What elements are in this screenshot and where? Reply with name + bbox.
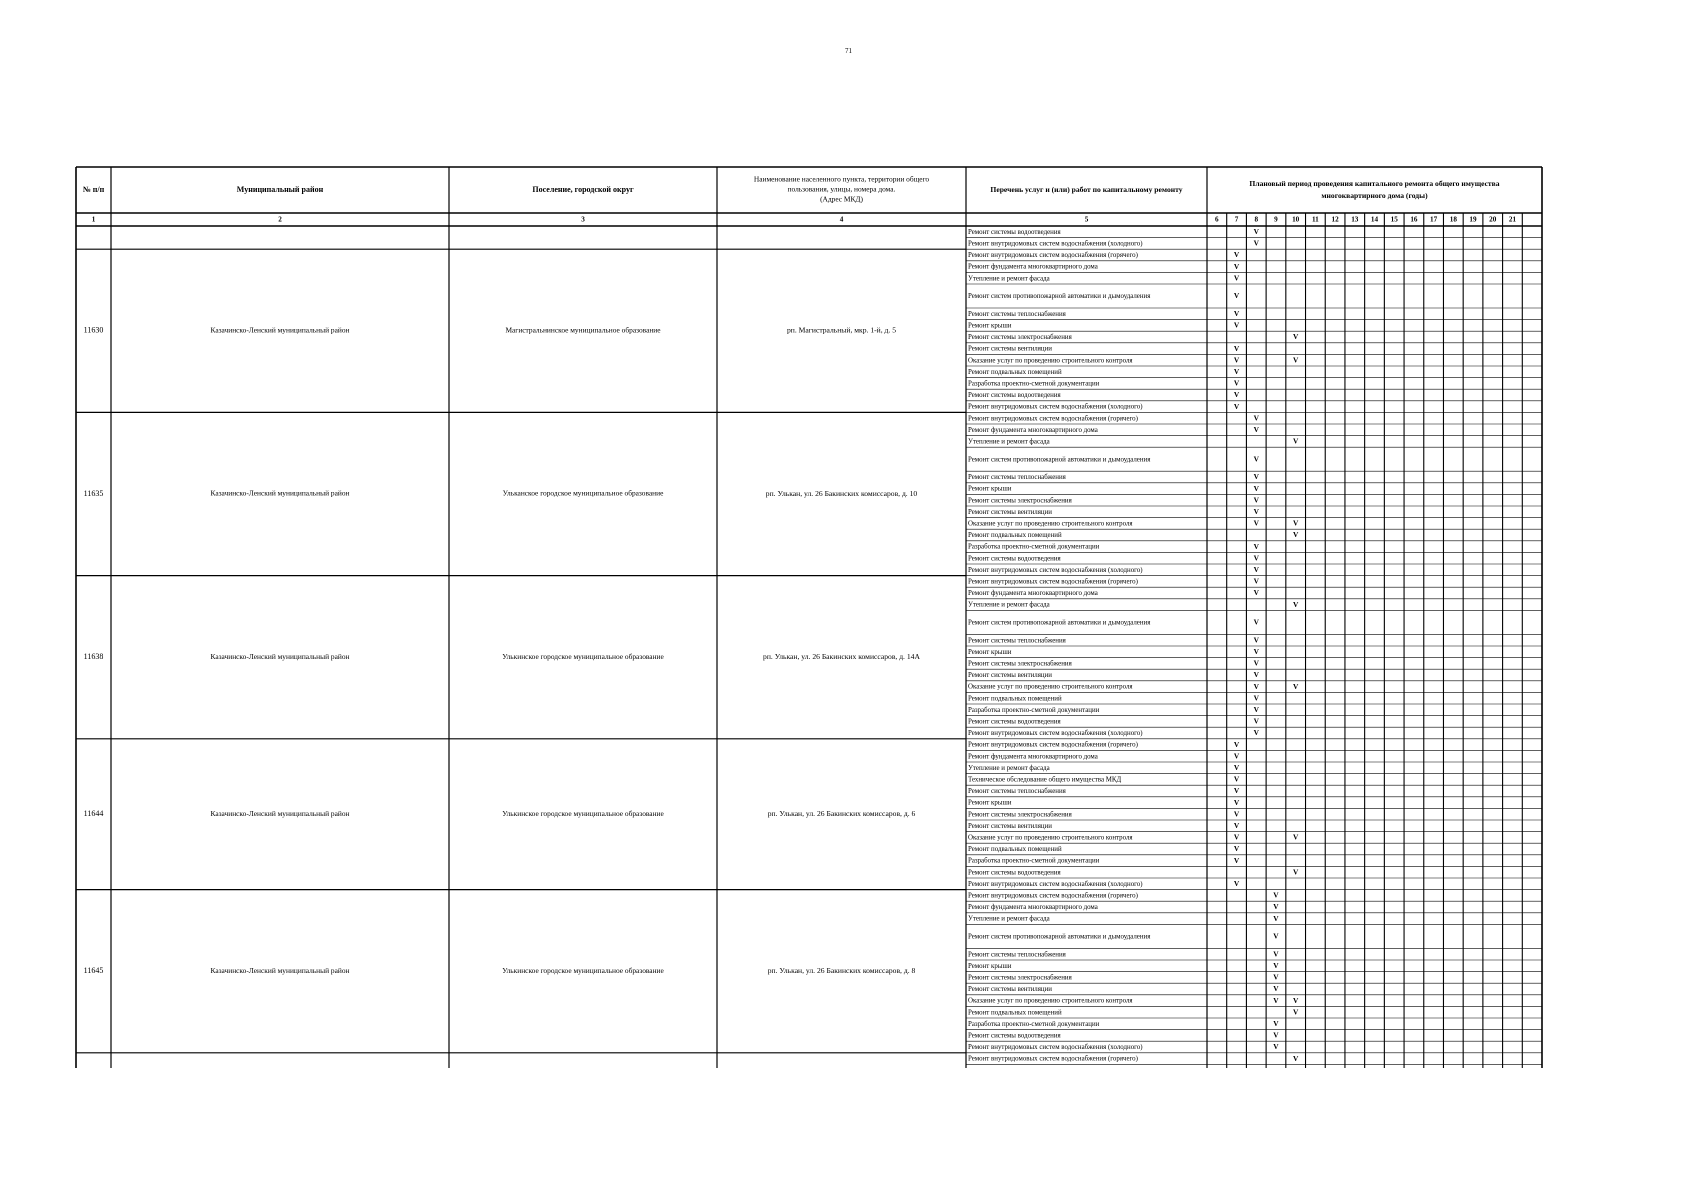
period-mark: V xyxy=(1273,931,1279,941)
period-mark: V xyxy=(1273,972,1279,982)
work-item: Разработка проектно-сметной документации xyxy=(968,543,1100,551)
group-district: Казачинско-Ленский муниципальный район xyxy=(210,965,350,975)
period-mark: V xyxy=(1233,401,1240,411)
period-mark: V xyxy=(1233,390,1240,400)
period-mark: V xyxy=(1233,343,1240,353)
period-mark: V xyxy=(1233,320,1240,330)
period-mark: V xyxy=(1253,553,1259,563)
period-mark: V xyxy=(1233,250,1240,260)
period-mark: V xyxy=(1293,599,1299,609)
work-item: Ремонт систем противопожарной автоматики и дымоудаления xyxy=(968,619,1151,627)
header-district: Муниципальный район xyxy=(236,184,324,194)
work-item: Оказание услуг по проведению строительного контроля xyxy=(968,520,1133,528)
work-item: Ремонт системы вентиляции xyxy=(968,822,1052,830)
group-settlement: Улькинское городское муниципальное образование xyxy=(502,651,664,661)
period-mark: V xyxy=(1293,518,1299,528)
work-item: Ремонт системы электроснабжения xyxy=(968,497,1072,505)
period-mark: V xyxy=(1293,355,1299,365)
column-number: 15 xyxy=(1390,215,1398,224)
work-item: Ремонт внутридомовых систем водоснабжения (горячего) xyxy=(968,741,1138,749)
group-district: Казачинско-Ленский муниципальный район xyxy=(210,808,350,818)
group-address: рп. Улькан, ул. 26 Бакинских комиссаров, д. 8 xyxy=(767,965,916,975)
period-mark: V xyxy=(1233,797,1240,807)
period-mark: V xyxy=(1273,949,1279,959)
period-mark: V xyxy=(1233,855,1240,865)
work-item: Ремонт крыши xyxy=(968,799,1012,807)
work-item: Техническое обследование общего имущества МКД xyxy=(968,776,1122,784)
period-mark: V xyxy=(1273,1019,1279,1029)
column-number: 6 xyxy=(1215,215,1219,224)
work-item: Оказание услуг по проведению строительного контроля xyxy=(968,834,1133,842)
column-number: 17 xyxy=(1430,215,1438,224)
column-number: 20 xyxy=(1489,215,1497,224)
work-item: Ремонт системы электроснабжения xyxy=(968,811,1072,819)
period-mark: V xyxy=(1233,832,1240,842)
group-address: рп. Улькан, ул. 26 Бакинских комиссаров, д. 10 xyxy=(765,488,918,498)
group-district: Казачинско-Ленский муниципальный район xyxy=(210,488,350,498)
work-item: Ремонт систем противопожарной автоматики и дымоудаления xyxy=(968,933,1151,941)
work-item: Ремонт фундамента многоквартирного дома xyxy=(968,590,1098,598)
work-item: Утепление и ремонт фасада xyxy=(968,438,1050,446)
period-mark: V xyxy=(1233,739,1240,749)
period-mark: V xyxy=(1233,809,1240,819)
period-mark: V xyxy=(1253,227,1259,237)
work-item: Разработка проектно-сметной документации xyxy=(968,380,1100,388)
work-item: Ремонт фундамента многоквартирного дома xyxy=(968,426,1098,434)
work-item: Ремонт подвальных помещений xyxy=(968,846,1062,854)
column-number: 11 xyxy=(1311,215,1319,224)
work-item: Ремонт внутридомовых систем водоснабжения (холодного) xyxy=(968,730,1143,738)
work-item: Ремонт системы водоотведения xyxy=(968,869,1061,877)
header-period-line: многоквартирного дома (годы) xyxy=(1321,190,1428,200)
period-mark: V xyxy=(1293,530,1299,540)
period-mark: V xyxy=(1253,588,1259,598)
work-item: Утепление и ремонт фасада xyxy=(968,764,1050,772)
work-item: Ремонт внутридомовых систем водоснабжения (холодного) xyxy=(968,1044,1143,1052)
work-item: Ремонт внутридомовых систем водоснабжения (холодного) xyxy=(968,240,1143,248)
group-number: 11645 xyxy=(83,966,104,976)
period-mark: V xyxy=(1233,355,1240,365)
group-settlement: Улькинское городское муниципальное образование xyxy=(502,965,664,975)
work-item: Ремонт системы теплоснабжения xyxy=(968,788,1066,796)
column-number: 5 xyxy=(1084,215,1089,224)
period-mark: V xyxy=(1273,961,1279,971)
period-mark: V xyxy=(1253,647,1259,657)
period-mark: V xyxy=(1253,472,1259,482)
group-number: 11630 xyxy=(83,325,104,335)
work-item: Ремонт системы водоотведения xyxy=(968,228,1061,236)
header-settlement: Поселение, городской округ xyxy=(532,184,634,194)
period-mark: V xyxy=(1233,786,1240,796)
period-mark: V xyxy=(1273,1042,1279,1052)
group-address: рп. Магистральный, мкр. 1-й, д. 5 xyxy=(787,325,896,335)
group-settlement: Магистральнинское муниципальное образование xyxy=(505,325,661,335)
period-mark: V xyxy=(1253,705,1259,715)
header-period-line: Плановый период проведения капитального ремонта общего имущества xyxy=(1249,178,1500,188)
column-number: 18 xyxy=(1449,215,1457,224)
header-address-line: Наименование населенного пункта, территории общего xyxy=(753,174,930,184)
work-item: Ремонт крыши xyxy=(968,962,1012,970)
period-mark: V xyxy=(1253,617,1259,627)
period-mark: V xyxy=(1233,844,1240,854)
period-mark: V xyxy=(1233,774,1240,784)
work-item: Ремонт крыши xyxy=(968,485,1012,493)
work-item: Утепление и ремонт фасада xyxy=(968,601,1050,609)
header-no: № п/п xyxy=(82,184,105,194)
period-mark: V xyxy=(1253,716,1259,726)
work-item: Разработка проектно-сметной документации xyxy=(968,857,1100,865)
group-address: рп. Улькан, ул. 26 Бакинских комиссаров, д. 14А xyxy=(763,651,920,661)
work-item: Разработка проектно-сметной документации xyxy=(968,706,1100,714)
period-mark: V xyxy=(1253,670,1259,680)
group-number: 11635 xyxy=(83,488,104,498)
work-item: Ремонт системы вентиляции xyxy=(968,986,1052,994)
period-mark: V xyxy=(1293,867,1299,877)
work-item: Ремонт крыши xyxy=(968,648,1012,656)
column-number: 4 xyxy=(839,215,844,224)
period-mark: V xyxy=(1253,238,1259,248)
work-item: Ремонт внутридомовых систем водоснабжения (горячего) xyxy=(968,578,1138,586)
column-number: 10 xyxy=(1292,215,1300,224)
period-mark: V xyxy=(1293,436,1299,446)
period-mark: V xyxy=(1233,751,1240,761)
period-mark: V xyxy=(1293,832,1299,842)
work-item: Разработка проектно-сметной документации xyxy=(968,1020,1100,1028)
column-number: 2 xyxy=(278,215,282,224)
work-item: Ремонт внутридомовых систем водоснабжения (горячего) xyxy=(968,252,1138,260)
work-item: Ремонт системы теплоснабжения xyxy=(968,474,1066,482)
work-item: Ремонт фундамента многоквартирного дома xyxy=(968,904,1098,912)
work-item: Утепление и ремонт фасада xyxy=(968,915,1050,923)
column-number: 21 xyxy=(1508,215,1517,224)
column-number: 8 xyxy=(1254,215,1259,224)
period-mark: V xyxy=(1273,995,1279,1005)
work-item: Ремонт систем противопожарной автоматики и дымоудаления xyxy=(968,456,1151,464)
period-mark: V xyxy=(1293,332,1299,342)
work-item: Ремонт внутридомовых систем водоснабжения (холодного) xyxy=(968,403,1143,411)
work-item: Ремонт внутридомовых систем водоснабжения (горячего) xyxy=(968,892,1138,900)
page-number: 71 xyxy=(845,47,852,55)
column-number: 9 xyxy=(1274,215,1278,224)
group-district: Казачинско-Ленский муниципальный район xyxy=(210,651,350,661)
work-item: Ремонт системы вентиляции xyxy=(968,672,1052,680)
column-number: 3 xyxy=(581,215,585,224)
group-number: 11644 xyxy=(83,809,104,819)
work-item: Ремонт системы электроснабжения xyxy=(968,660,1072,668)
period-mark: V xyxy=(1233,378,1240,388)
work-item: Ремонт фундамента многоквартирного дома xyxy=(968,753,1098,761)
column-number: 19 xyxy=(1469,215,1477,224)
work-item: Ремонт системы теплоснабжения xyxy=(968,637,1066,645)
column-number: 14 xyxy=(1370,215,1379,224)
header-address-line: пользования, улицы, номера дома. xyxy=(787,184,896,194)
column-number: 13 xyxy=(1351,215,1359,224)
period-mark: V xyxy=(1233,261,1240,271)
period-mark: V xyxy=(1253,518,1259,528)
column-number: 16 xyxy=(1410,215,1418,224)
period-mark: V xyxy=(1273,902,1279,912)
period-mark: V xyxy=(1233,367,1240,377)
period-mark: V xyxy=(1253,413,1259,423)
period-mark: V xyxy=(1253,658,1259,668)
period-mark: V xyxy=(1253,507,1259,517)
header-works: Перечень услуг и (или) работ по капитальному ремонту xyxy=(990,184,1183,194)
work-item: Ремонт внутридомовых систем водоснабжения (холодного) xyxy=(968,566,1143,574)
period-mark: V xyxy=(1273,1030,1279,1040)
period-mark: V xyxy=(1253,681,1259,691)
work-item: Ремонт системы электроснабжения xyxy=(968,334,1072,342)
period-mark: V xyxy=(1233,273,1240,283)
column-number: 7 xyxy=(1234,215,1239,224)
period-mark: V xyxy=(1233,763,1240,773)
period-mark: V xyxy=(1253,576,1259,586)
period-mark: V xyxy=(1253,728,1259,738)
period-mark: V xyxy=(1233,309,1240,319)
period-mark: V xyxy=(1273,913,1279,923)
work-item: Оказание услуг по проведению строительного контроля xyxy=(968,357,1133,365)
period-mark: V xyxy=(1253,693,1259,703)
header-address-line: (Адрес МКД) xyxy=(820,194,863,204)
period-mark: V xyxy=(1273,984,1279,994)
work-item: Утепление и ремонт фасада xyxy=(968,275,1050,283)
work-item: Ремонт системы водоотведения xyxy=(968,555,1061,563)
period-mark: V xyxy=(1293,1007,1299,1017)
period-mark: V xyxy=(1233,879,1240,889)
period-mark: V xyxy=(1293,1053,1299,1063)
work-item: Ремонт систем противопожарной автоматики и дымоудаления xyxy=(968,293,1151,301)
work-item: Ремонт подвальных помещений xyxy=(968,368,1062,376)
period-mark: V xyxy=(1293,681,1299,691)
period-mark: V xyxy=(1253,541,1259,551)
period-mark: V xyxy=(1253,483,1259,493)
work-item: Ремонт внутридомовых систем водоснабжения (горячего) xyxy=(968,1055,1138,1063)
period-mark: V xyxy=(1253,425,1259,435)
work-item: Оказание услуг по проведению строительного контроля xyxy=(968,997,1133,1005)
work-item: Ремонт внутридомовых систем водоснабжения (горячего) xyxy=(968,415,1138,423)
column-number: 12 xyxy=(1331,215,1339,224)
group-address: рп. Улькан, ул. 26 Бакинских комиссаров, д. 6 xyxy=(767,808,916,818)
period-mark: V xyxy=(1233,291,1240,301)
period-mark: V xyxy=(1273,890,1279,900)
period-mark: V xyxy=(1253,565,1259,575)
group-settlement: Улькинское городское муниципальное образование xyxy=(502,808,664,818)
work-item: Ремонт системы водоотведения xyxy=(968,1032,1061,1040)
work-item: Ремонт системы вентиляции xyxy=(968,345,1052,353)
period-mark: V xyxy=(1233,821,1240,831)
work-item: Ремонт подвальных помещений xyxy=(968,1009,1062,1017)
period-mark: V xyxy=(1253,454,1259,464)
work-item: Ремонт системы теплоснабжения xyxy=(968,951,1066,959)
work-item: Ремонт внутридомовых систем водоснабжения (холодного) xyxy=(968,880,1143,888)
period-mark: V xyxy=(1293,995,1299,1005)
group-number: 11638 xyxy=(83,652,104,662)
work-item: Ремонт системы электроснабжения xyxy=(968,974,1072,982)
work-item: Ремонт фундамента многоквартирного дома xyxy=(968,263,1098,271)
work-item: Ремонт подвальных помещений xyxy=(968,695,1062,703)
work-item: Ремонт системы водоотведения xyxy=(968,392,1061,400)
group-settlement: Ульканское городское муниципальное образование xyxy=(502,488,664,498)
work-item: Ремонт крыши xyxy=(968,322,1012,330)
work-item: Ремонт подвальных помещений xyxy=(968,532,1062,540)
period-mark: V xyxy=(1253,495,1259,505)
column-number: 1 xyxy=(91,215,96,224)
work-item: Оказание услуг по проведению строительного контроля xyxy=(968,683,1133,691)
work-item: Ремонт системы вентиляции xyxy=(968,508,1052,516)
work-item: Ремонт системы теплоснабжения xyxy=(968,310,1066,318)
period-mark: V xyxy=(1253,635,1259,645)
work-item: Ремонт системы водоотведения xyxy=(968,718,1061,726)
group-district: Казачинско-Ленский муниципальный район xyxy=(210,325,350,335)
